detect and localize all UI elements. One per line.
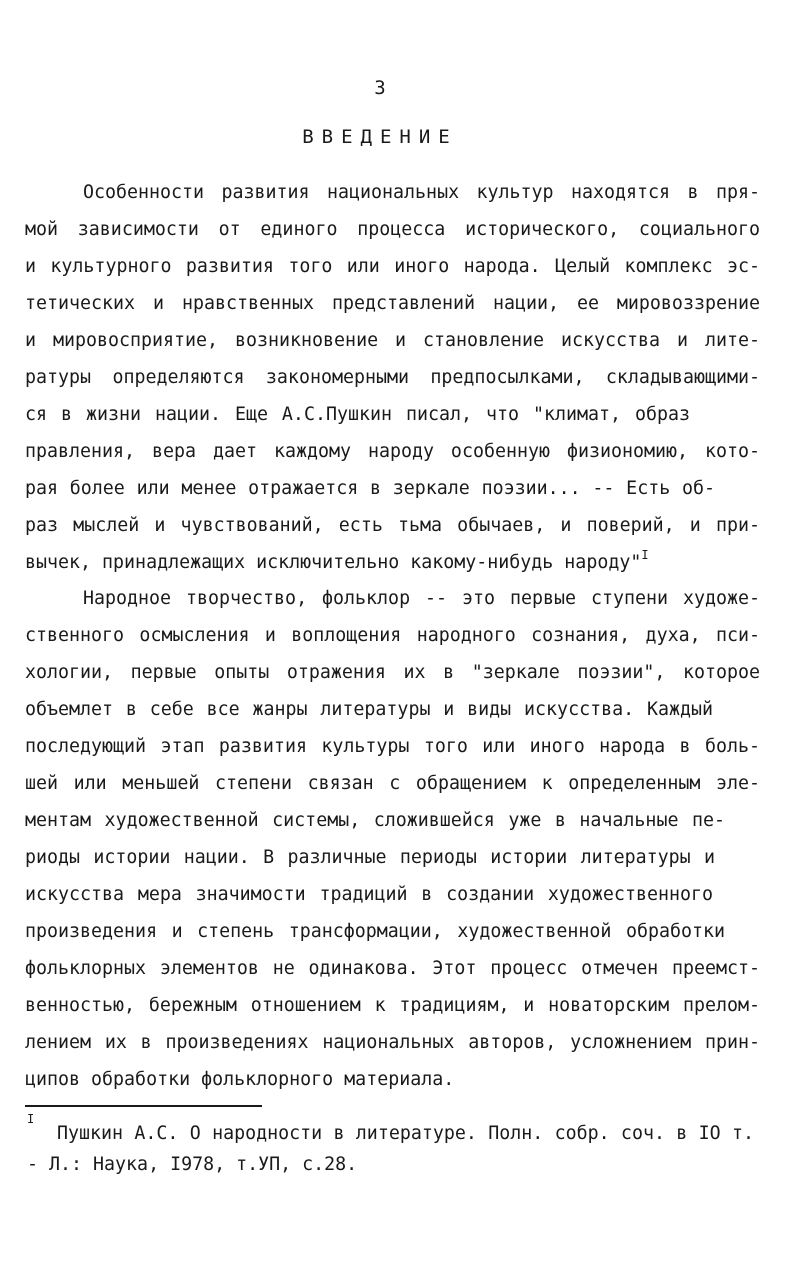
- paragraph-2-line-6: шей или меньшей степени связан с обращением к определенным эле-: [25, 773, 760, 794]
- paragraph-1-line-6: ратуры определяются закономерными предпосылками, складывающими-: [25, 367, 760, 388]
- paragraph-1-line-10: раз мыслей и чувствований, есть тьма обычаев, и поверий, и при-: [25, 515, 760, 536]
- footnote-reference: I: [641, 548, 649, 562]
- paragraph-2-line-1: Народное творчество, фольклор -- это первые ступени художе-: [83, 588, 760, 609]
- paragraph-2-line-10: произведения и степень трансформации, художественной обработки: [25, 921, 725, 942]
- paragraph-2-line-9: искусства мера значимости традиций в создании художественного: [25, 884, 713, 905]
- page-number: 3: [374, 77, 386, 99]
- paragraph-1-line-4: тетических и нравственных представлений нации, ее мировоззрение: [25, 293, 760, 314]
- paragraph-2-line-2: ственного осмысления и воплощения народного сознания, духа, пси-: [25, 625, 760, 646]
- paragraph-2-line-5: последующий этап развития культуры того или иного народа в боль-: [25, 736, 760, 757]
- paragraph-2-line-3: хологии, первые опыты отражения их в "зеркале поэзии", которое: [25, 662, 760, 683]
- paragraph-2-line-4: объемлет в себе все жанры литературы и виды искусства. Каждый: [25, 699, 713, 720]
- paragraph-1-line-8: правления, вера дает каждому народу особенную физиономию, кото-: [25, 441, 760, 462]
- paragraph-1-line-9: рая более или менее отражается в зеркале поэзии... -- Есть об-: [25, 478, 715, 499]
- paragraph-2-line-8: риоды истории нации. В различные периоды истории литературы и: [25, 847, 715, 868]
- paragraph-2-line-13: лением их в произведениях национальных авторов, усложнением прин-: [25, 1032, 760, 1053]
- paragraph-1-line-1: Особенности развития национальных культур находятся в пря-: [83, 182, 760, 203]
- footnote-line-1: Пушкин А.С. О народности в литературе. Полн. собр. соч. в IO т.: [57, 1123, 754, 1144]
- paragraph-1-line-2: мой зависимости от единого процесса исторического, социального: [25, 219, 760, 240]
- paragraph-1-line-3: и культурного развития того или иного народа. Целый комплекс эс-: [25, 256, 760, 277]
- footnote-line-2: - Л.: Наука, I978, т.УП, с.28.: [27, 1154, 358, 1175]
- paragraph-1-line-7: ся в жизни нации. Еще А.С.Пушкин писал, что "климат, образ: [25, 404, 690, 425]
- paragraph-2-line-12: венностью, бережным отношением к традициям, и новаторским прелом-: [25, 995, 760, 1016]
- paragraph-1-line-11: [25, 550, 760, 576]
- paragraph-2-line-7: ментам художественной системы, сложившейся уже в начальные пе-: [25, 810, 725, 831]
- footnote-divider: [25, 1105, 262, 1107]
- paragraph-1-line-5: и мировосприятие, возникновение и становление искусства и лите-: [25, 330, 760, 351]
- paragraph-2-line-14: ципов обработки фольклорного материала.: [25, 1069, 455, 1090]
- footnote-mark: I: [27, 1112, 35, 1126]
- paragraph-1-line-11-text: вычек, принадлежащих исключительно какому-нибудь народу": [25, 552, 642, 573]
- page-title: ВВЕДЕНИЕ: [302, 126, 458, 148]
- paragraph-2-line-11: фольклорных элементов не одинакова. Этот процесс отмечен преемст-: [25, 958, 760, 979]
